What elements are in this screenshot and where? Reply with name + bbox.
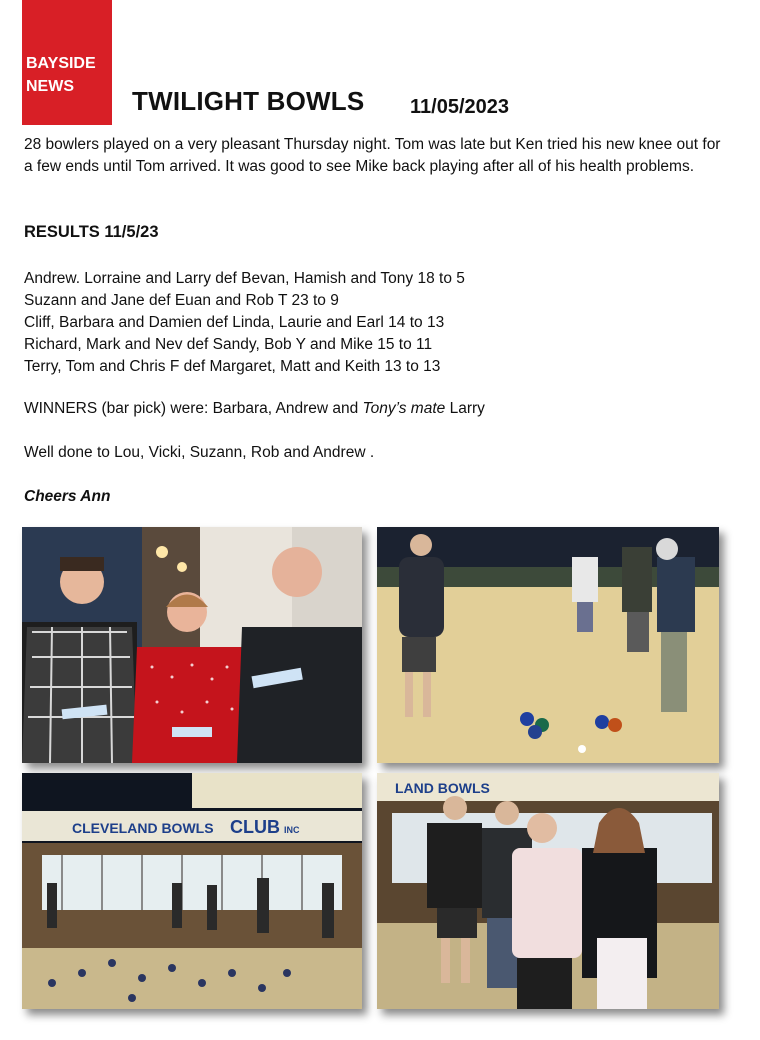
results-heading: RESULTS 11/5/23: [24, 223, 159, 241]
photo-winners-with-vouchers: [22, 527, 362, 763]
result-line: Andrew. Lorraine and Larry def Bevan, Hamish and Tony 18 to 5: [24, 270, 465, 287]
club-photo-illustration: [22, 773, 362, 1009]
badge-line-1: BAYSIDE: [26, 55, 96, 72]
photo-cleveland-bowls-club: [22, 773, 362, 1009]
article-title: TWILIGHT BOWLS: [132, 86, 365, 116]
club-sign-inc: INC: [284, 825, 300, 835]
winners-line: [24, 400, 485, 418]
winners-emphasis: Tony’s mate: [362, 400, 446, 417]
results-list: [24, 268, 465, 378]
green-photo-illustration: [377, 527, 719, 763]
club-sign-name: CLEVELAND BOWLS: [72, 820, 214, 836]
photo-group-at-club: [377, 773, 719, 1009]
intro-paragraph: 28 bowlers played on a very pleasant Thursday night. Tom was late but Ken tried his new knee out for a few ends until Tom arrived. It was good to see Mike back playing after all of his health problems.: [24, 136, 721, 175]
article-date: 11/05/2023: [410, 96, 509, 118]
club-sign-club: CLUB: [230, 817, 280, 837]
photo-bowlers-on-green: [377, 527, 719, 763]
winners-suffix: Larry: [445, 400, 485, 417]
signoff: Cheers Ann: [24, 488, 111, 505]
result-line: Suzann and Jane def Euan and Rob T 23 to 9: [24, 292, 339, 309]
winners-photo-illustration: [22, 527, 362, 763]
result-line: Cliff, Barbara and Damien def Linda, Laurie and Earl 14 to 13: [24, 314, 445, 331]
badge-line-2: NEWS: [26, 78, 74, 95]
club-sign-partial: LAND BOWLS: [395, 780, 490, 796]
bayside-news-badge: [22, 0, 112, 125]
result-line: Richard, Mark and Nev def Sandy, Bob Y and Mike 15 to 11: [24, 336, 433, 353]
winners-prefix: WINNERS (bar pick) were: Barbara, Andrew and: [24, 400, 363, 417]
well-done-line: Well done to Lou, Vicki, Suzann, Rob and Andrew .: [24, 444, 375, 461]
result-line: Terry, Tom and Chris F def Margaret, Matt and Keith 13 to 13: [24, 358, 441, 375]
group-photo-illustration: [377, 773, 719, 1009]
